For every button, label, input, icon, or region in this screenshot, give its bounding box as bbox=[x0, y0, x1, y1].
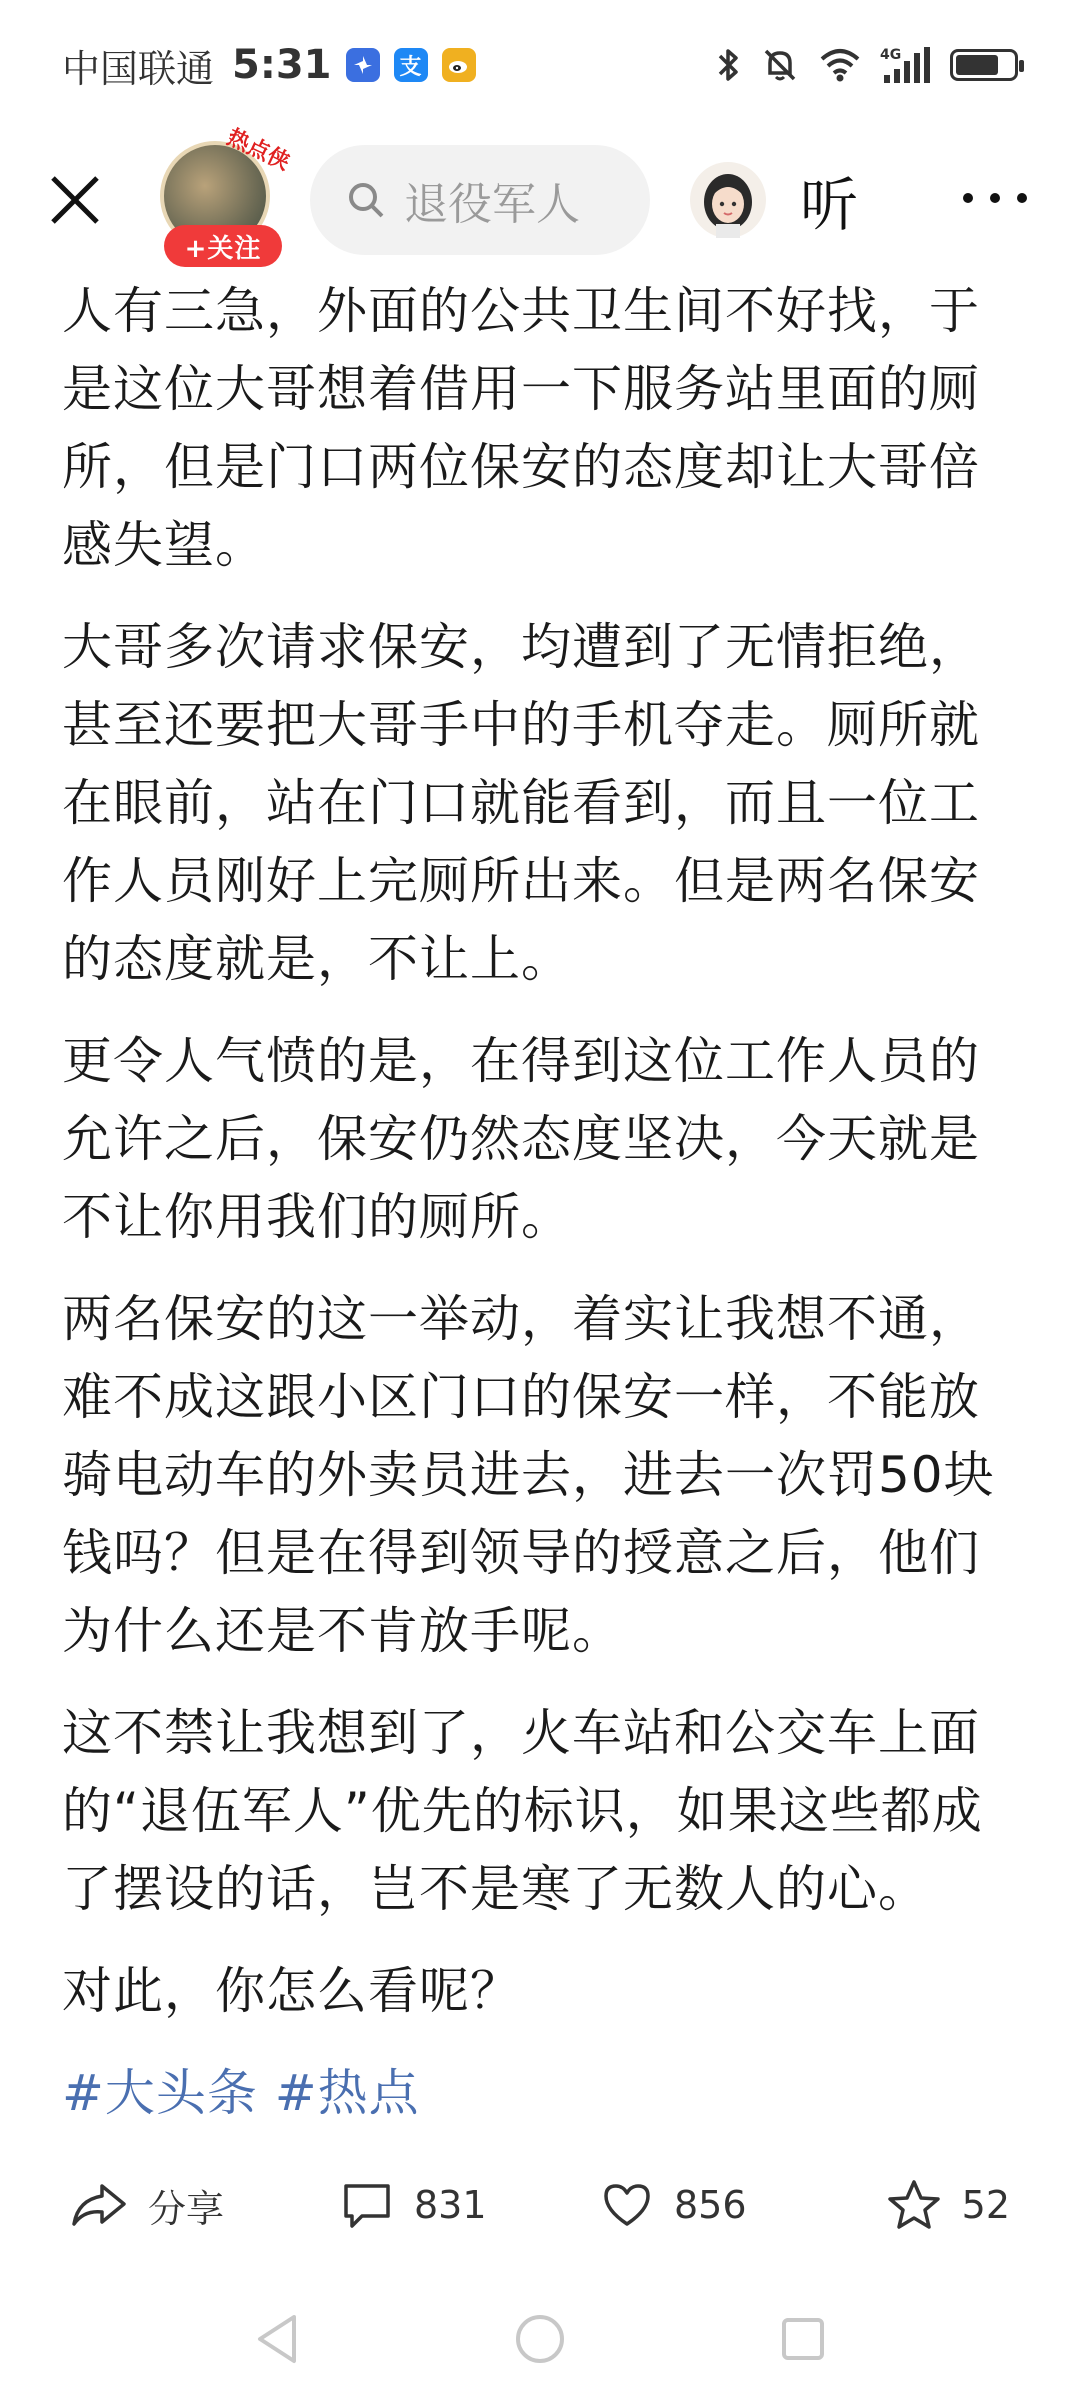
article-header bbox=[0, 125, 1080, 270]
system-nav-bar bbox=[0, 2290, 1080, 2388]
article-paragraph: 人有三急，外面的公共卫生间不好找，于是这位大哥想着借用一下服务站里面的厕所，但是门口两位保安的态度却让大哥倍感失望。 bbox=[62, 282, 980, 574]
share-label: 分享 bbox=[148, 2186, 225, 2231]
close-icon bbox=[47, 172, 103, 228]
svg-text:4G: 4G bbox=[880, 47, 902, 63]
hot-tag: 热点侠 bbox=[222, 125, 294, 176]
share-button[interactable] bbox=[70, 2178, 340, 2233]
pinwheel-icon bbox=[346, 48, 380, 82]
mute-bell-icon bbox=[760, 45, 800, 85]
more-button[interactable] bbox=[960, 188, 1030, 212]
like-button[interactable] bbox=[600, 2180, 870, 2230]
favorite-count: 52 bbox=[961, 2183, 1010, 2227]
status-right bbox=[716, 45, 1018, 85]
close-button[interactable] bbox=[40, 165, 110, 235]
star-icon bbox=[886, 2178, 942, 2232]
listen-button[interactable]: 听 bbox=[800, 171, 859, 239]
article-tags[interactable]: #大头条 #热点 bbox=[62, 2064, 420, 2122]
share-icon bbox=[70, 2180, 128, 2230]
article-paragraph: 更令人气愤的是，在得到这位工作人员的允许之后，保安仍然态度坚决，今天就是不让你用我们的厕所。 bbox=[62, 1032, 980, 1246]
signal-4g-icon bbox=[880, 45, 932, 85]
listen-avatar[interactable] bbox=[690, 162, 766, 238]
alipay-icon: 支 bbox=[394, 48, 428, 82]
search-box[interactable] bbox=[310, 145, 650, 255]
carrier-name: 中国联通 bbox=[62, 46, 215, 91]
search-icon bbox=[346, 180, 386, 220]
home-nav-icon[interactable] bbox=[512, 2311, 568, 2367]
article-paragraph: 两名保安的这一举动，着实让我想不通，难不成这跟小区门口的保安一样，不能放骑电动车的外卖员进去，进去一次罚50块钱吗？但是在得到领导的授意之后，他们为什么还是不肯放手呢。 bbox=[62, 1290, 995, 1660]
back-nav-icon[interactable] bbox=[252, 2311, 302, 2367]
like-count: 856 bbox=[674, 2183, 747, 2227]
author-avatar[interactable] bbox=[160, 125, 294, 264]
comment-icon bbox=[340, 2180, 394, 2230]
comment-button[interactable] bbox=[340, 2180, 600, 2230]
comment-count: 831 bbox=[414, 2183, 487, 2227]
status-left bbox=[62, 38, 476, 93]
more-icon bbox=[960, 188, 1030, 208]
bluetooth-icon bbox=[716, 46, 742, 84]
status-bar bbox=[0, 0, 1080, 130]
article-paragraph: 对此，你怎么看呢？ bbox=[62, 1962, 521, 2020]
heart-icon bbox=[600, 2180, 654, 2230]
weibo-icon bbox=[442, 48, 476, 82]
reader-avatar-icon bbox=[690, 162, 766, 238]
action-bar bbox=[0, 2150, 1080, 2260]
follow-button[interactable]: +关注 bbox=[164, 225, 282, 267]
recents-nav-icon[interactable] bbox=[778, 2314, 828, 2364]
article-paragraph: 大哥多次请求保安，均遭到了无情拒绝，甚至还要把大哥手中的手机夺走。厕所就在眼前，站在门口就能看到，而且一位工作人员刚好上完厕所出来。但是两名保安的态度就是，不让上。 bbox=[62, 618, 980, 988]
search-placeholder: 退役军人 bbox=[404, 179, 580, 230]
clock: 5:31 bbox=[232, 42, 332, 88]
battery-icon bbox=[950, 49, 1018, 81]
article-paragraph: 这不禁让我想到了，火车站和公交车上面的“退伍军人”优先的标识，如果这些都成了摆设的话，岂不是寒了无数人的心。 bbox=[62, 1704, 983, 1918]
favorite-button[interactable] bbox=[886, 2178, 1010, 2232]
article-body bbox=[62, 272, 1022, 2132]
wifi-icon bbox=[818, 47, 862, 83]
